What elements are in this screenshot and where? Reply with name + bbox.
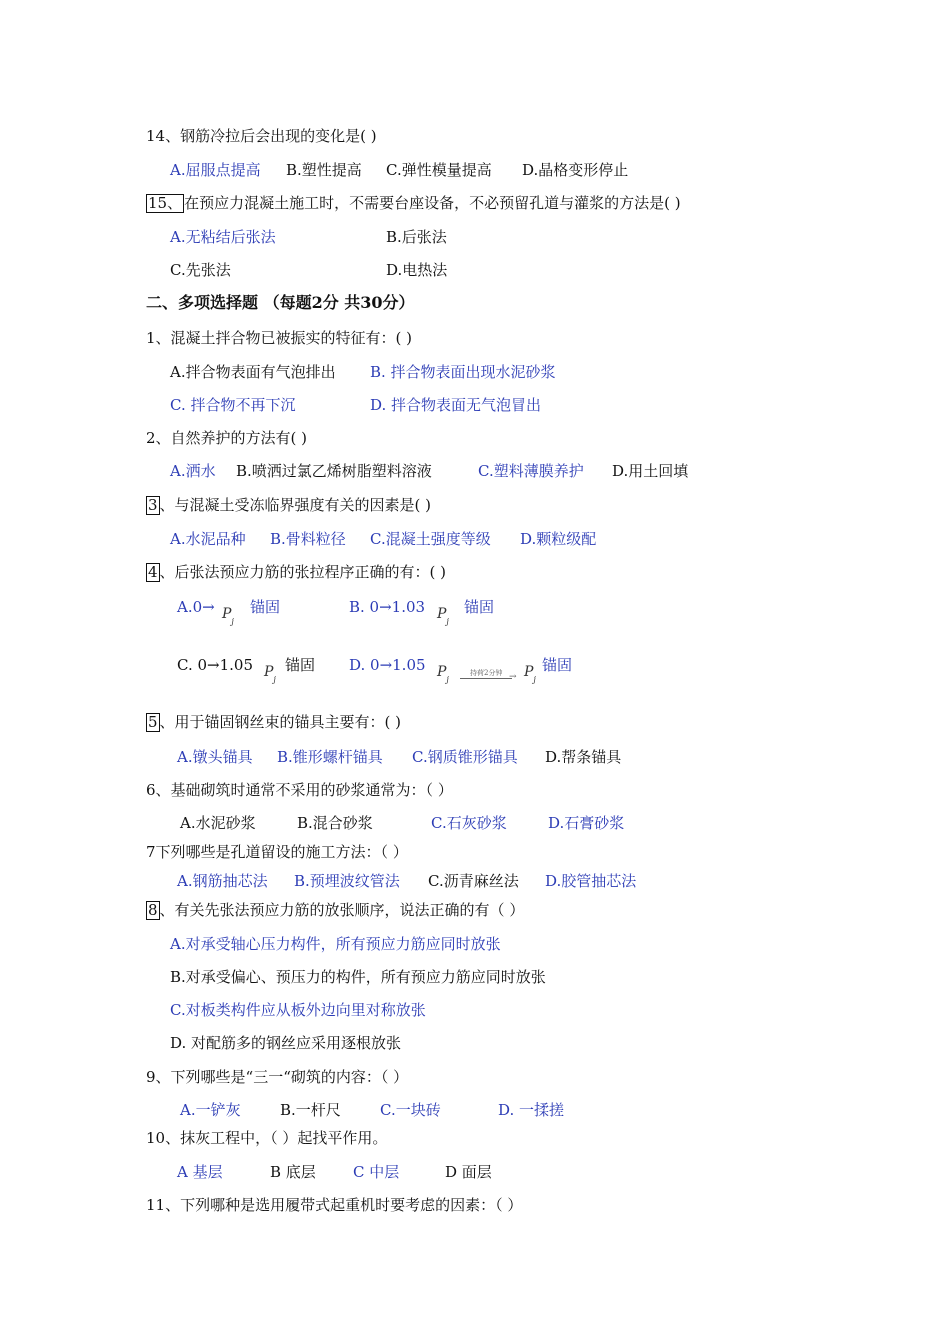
m8-option-d[interactable]: D. 对配筋多的钢丝应采用逐根放张 [170, 1034, 402, 1052]
m4-option-d[interactable]: D. 0→1.05 [349, 656, 426, 674]
m4-option-a-end: 锚固 [250, 598, 281, 616]
m4-option-a[interactable] [177, 597, 215, 617]
m6-option-a[interactable]: A.水泥砂浆 [180, 814, 256, 832]
m1-stem: 1、混凝土拌合物已被振实的特征有：( ) [146, 329, 413, 347]
m10-stem: 10、抹灰工程中，（ ）起找平作用。 [146, 1129, 388, 1147]
m5-stem: 、用于锚固钢丝束的锚具主要有：( ) [159, 713, 402, 731]
m4-option-d-hold-label: 持荷2分钟 [470, 669, 503, 677]
m2-option-d[interactable]: D.用土回填 [612, 462, 689, 480]
m2-option-b[interactable]: B.喷洒过氯乙烯树脂塑料溶液 [236, 462, 432, 480]
q15-stem-line [146, 193, 681, 213]
q15-number-box: 15、 [148, 194, 183, 212]
m4-option-b-symbol: $P_j$ [437, 606, 449, 626]
m10-option-a[interactable]: A 基层 [177, 1163, 223, 1181]
m9-option-b[interactable]: B.一杆尺 [280, 1101, 341, 1119]
q14-option-c[interactable]: C.弹性模量提高 [386, 161, 492, 179]
m9-stem: 9、下列哪些是“三一“砌筑的内容：（ ） [146, 1068, 409, 1086]
m5-number-box: 5 [148, 713, 158, 731]
m10-option-b[interactable]: B 底层 [270, 1163, 316, 1181]
section-2-heading: 二、多项选择题 （每题2分 共30分） [146, 293, 415, 312]
m2-stem: 2、自然养护的方法有( ) [146, 429, 308, 447]
q15-option-d[interactable]: D.电热法 [386, 261, 448, 279]
m5-option-c[interactable]: C.钢质锥形锚具 [412, 748, 518, 766]
m4-stem-line [146, 562, 446, 582]
m11-stem: 11、下列哪种是选用履带式起重机时要考虑的因素：（ ） [146, 1196, 523, 1214]
m3-stem-line [146, 495, 431, 515]
m1-option-b[interactable]: B. 拌合物表面出现水泥砂浆 [370, 363, 556, 381]
m5-option-b[interactable]: B.锥形螺杆锚具 [277, 748, 383, 766]
m4-option-c-end: 锚固 [285, 656, 316, 674]
m4-option-b[interactable]: B. 0→1.03 [349, 598, 426, 616]
m4-option-c-symbol: $P_j$ [264, 664, 276, 684]
m2-option-c[interactable]: C.塑料薄膜养护 [478, 462, 584, 480]
m7-option-c[interactable]: C.沥青麻丝法 [428, 872, 519, 890]
m5-option-a[interactable]: A.镦头锚具 [177, 748, 253, 766]
m7-option-d[interactable]: D.胶管抽芯法 [545, 872, 637, 890]
m8-option-c[interactable]: C.对板类构件应从板外边向里对称放张 [170, 1001, 426, 1019]
m4-option-d-symbol-2: $P_j$ [524, 664, 536, 684]
q14-option-d[interactable]: D.晶格变形停止 [522, 161, 629, 179]
m9-option-d[interactable]: D. 一揉搓 [498, 1101, 565, 1119]
m4-option-d-symbol-1: $P_j$ [437, 664, 449, 684]
m3-option-b[interactable]: B.骨料粒径 [270, 530, 346, 548]
m9-option-c[interactable]: C.一块砖 [380, 1101, 441, 1119]
m4-option-b-end: 锚固 [464, 598, 495, 616]
m1-option-a[interactable]: A.拌合物表面有气泡排出 [170, 363, 336, 381]
m6-option-b[interactable]: B.混合砂浆 [297, 814, 373, 832]
m3-option-a[interactable]: A.水泥品种 [170, 530, 246, 548]
m8-stem: 、有关先张法预应力筋的放张顺序，说法正确的有（ ） [159, 901, 525, 919]
q14-stem: 14、钢筋冷拉后会出现的变化是( ) [146, 127, 377, 145]
m2-option-a[interactable]: A.洒水 [170, 462, 216, 480]
q14-option-a[interactable]: A.屈服点提高 [170, 161, 261, 179]
m1-option-c[interactable]: C. 拌合物不再下沉 [170, 396, 296, 414]
m5-stem-line [146, 712, 401, 732]
m4-number-box: 4 [148, 563, 158, 581]
m4-option-d-arrow-line [460, 678, 512, 679]
m7-stem: 7下列哪些是孔道留设的施工方法：（ ） [146, 843, 408, 861]
m4-option-a-label: A.0→ [177, 598, 215, 616]
m5-option-d[interactable]: D.帮条锚具 [545, 748, 622, 766]
m3-stem: 、与混凝土受冻临界强度有关的因素是( ) [159, 496, 432, 514]
m6-option-c[interactable]: C.石灰砂浆 [431, 814, 507, 832]
m8-option-b[interactable]: B.对承受偏心、预压力的构件，所有预应力筋应同时放张 [170, 968, 546, 986]
m10-option-d[interactable]: D 面层 [445, 1163, 492, 1181]
m8-option-a[interactable]: A.对承受轴心压力构件，所有预应力筋应同时放张 [170, 935, 501, 953]
q15-option-c[interactable]: C.先张法 [170, 261, 231, 279]
m4-option-d-end: 锚固 [542, 656, 573, 674]
q15-stem: 在预应力混凝土施工时，不需要台座设备，不必预留孔道与灌浆的方法是( ) [184, 194, 681, 212]
m3-option-d[interactable]: D.颗粒级配 [520, 530, 597, 548]
m7-option-a[interactable]: A.钢筋抽芯法 [177, 872, 268, 890]
m3-number-box: 3 [148, 496, 158, 514]
m3-option-c[interactable]: C.混凝土强度等级 [370, 530, 491, 548]
m1-option-d[interactable]: D. 拌合物表面无气泡冒出 [370, 396, 542, 414]
m4-option-c[interactable]: C. 0→1.05 [177, 656, 253, 674]
m6-option-d[interactable]: D.石膏砂浆 [548, 814, 625, 832]
m8-number-box: 8 [148, 901, 158, 919]
m7-option-b[interactable]: B.预埋波纹管法 [294, 872, 400, 890]
q14-option-b[interactable]: B.塑性提高 [286, 161, 362, 179]
m6-stem: 6、基础砌筑时通常不采用的砂浆通常为：（ ） [146, 781, 453, 799]
m4-option-a-symbol: $P_j$ [222, 606, 234, 626]
q15-option-a[interactable]: A.无粘结后张法 [170, 228, 276, 246]
m4-stem: 、后张法预应力筋的张拉程序正确的有：( ) [159, 563, 447, 581]
m4-option-d-arrow-head-icon: → [509, 672, 517, 682]
m8-stem-line [146, 900, 524, 920]
m9-option-a[interactable]: A.一铲灰 [180, 1101, 241, 1119]
q15-option-b[interactable]: B.后张法 [386, 228, 447, 246]
m10-option-c[interactable]: C 中层 [353, 1163, 400, 1181]
